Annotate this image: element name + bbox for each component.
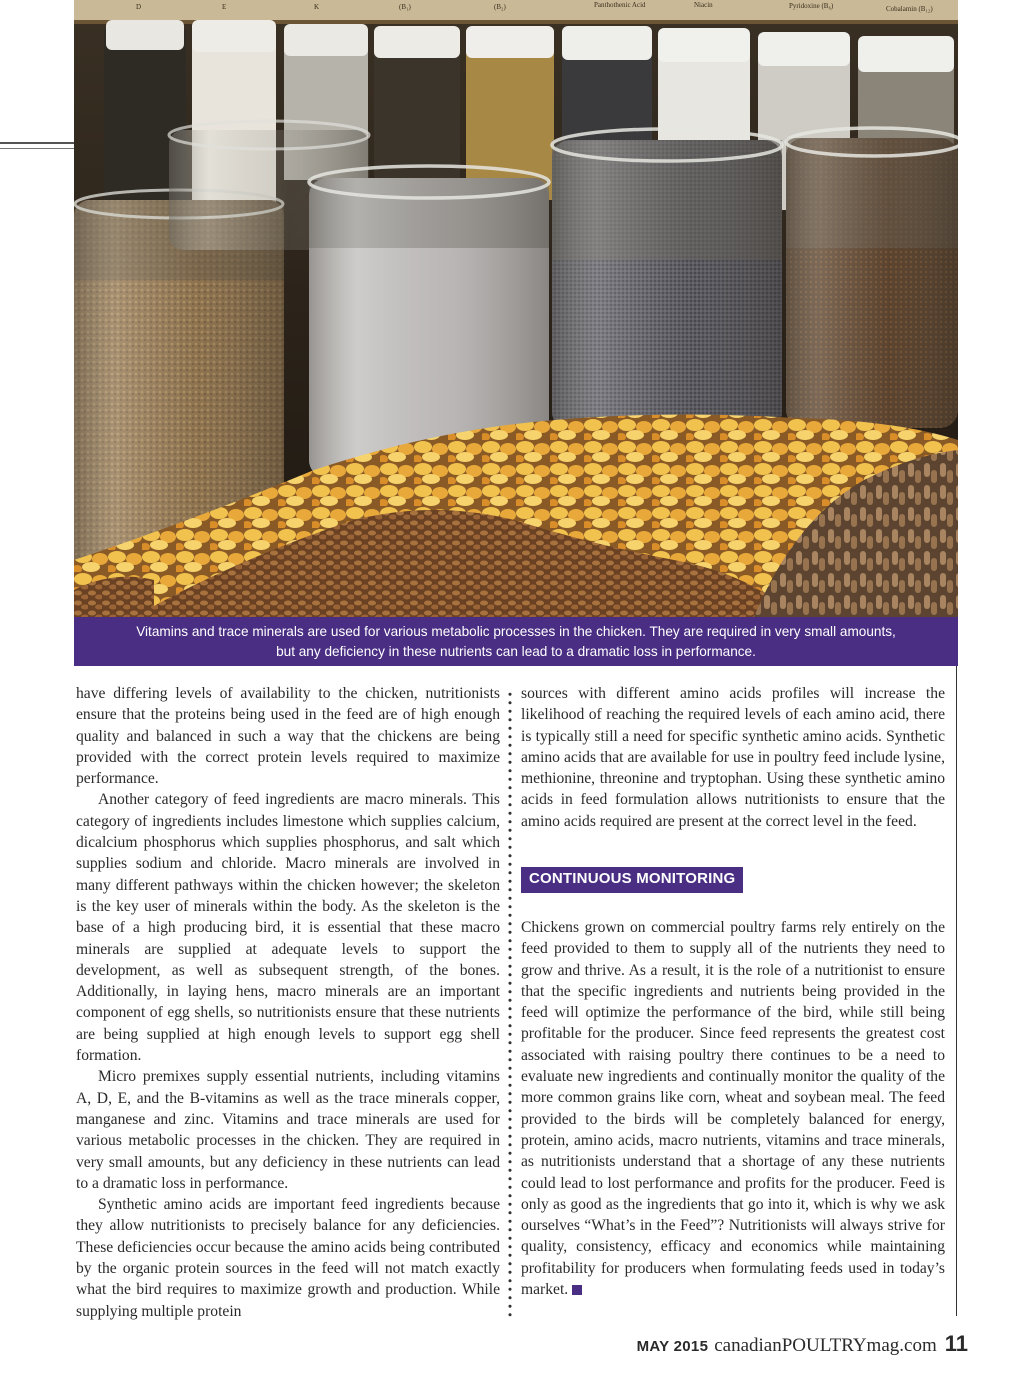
right-column-top bbox=[521, 683, 945, 832]
decorative-rule bbox=[0, 142, 74, 144]
paragraph: sources with different amino acids profiles will increase the likelihood of reaching the required levels of each amino acid, there is typically still a need for specific synthetic amino acids. Synthetic amino acids that are available for use in poultry feed include lysine, methionine, threonine and tryptophan. Using these synthetic amino acids in feed formulation allows nutritionists to ensure that the amino acids required are present at the correct level in the feed. bbox=[521, 685, 945, 830]
paragraph: have differing levels of availability to the chicken, nutritionists ensure that the proteins being used in the feed are of high enough quality and balanced in such a way that the chickens are being provided with the correct protein levels required to maximize performance. bbox=[76, 685, 500, 788]
magazine-site: canadianPOULTRYmag.com bbox=[714, 1335, 937, 1356]
shelf-label: Niacin bbox=[694, 1, 713, 9]
end-mark-icon bbox=[572, 1285, 582, 1295]
caption-line: Vitamins and trace minerals are used for various metabolic processes in the chicken. They are required in very small amounts, bbox=[136, 624, 896, 639]
shelf-label: E bbox=[222, 3, 227, 11]
section-heading: CONTINUOUS MONITORING bbox=[521, 867, 743, 893]
page-number: 11 bbox=[944, 1331, 968, 1356]
shelf-label: (B₂) bbox=[494, 3, 506, 11]
column-divider bbox=[508, 690, 512, 1320]
left-column bbox=[76, 683, 500, 1322]
paragraph: Chickens grown on commercial poultry farms rely entirely on the feed provided to them to supply all of the nutrients they need to grow and thrive. As a result, it is the role of a nutritionist to ensure that the specific ingredients and nutrients being provided in the feed will optimize the performance of the bird, while still being profitable for the producer. Since feed represents the greatest cost associated with raising poultry there continues to be a need to evaluate new ingredients and continually monitor the quality of the more common grains like corn, wheat and soybean meal. The feed provided to the birds will be completely balanced for energy, protein, amino acids, macro nutrients, vitamins and trace minerals, as nutritionists understand that a shortage of any these nutrients could lead to lost performance and profits for the producer. Feed is only as good as the ingredients that go into it, which is why we ask ourselves “What’s in the Feed”? Nutritionists will always strive for quality, consistency, efficacy and economics while maintaining profitability for producers when formulating feeds used in today’s market. bbox=[521, 919, 945, 1299]
paragraph: Micro premixes supply essential nutrients, including vitamins A, D, E, and the B-vitamins as well as the trace minerals copper, manganese and zinc. Vitamins and trace minerals are used for various metabolic processes in the chicken. They are required in very small amounts, but any deficiency in these nutrients can lead to a dramatic loss in performance. bbox=[76, 1068, 500, 1192]
photo-caption bbox=[74, 617, 958, 666]
paragraph: Another category of feed ingredients are macro minerals. This category of ingredients includes limestone which supplies calcium, dicalcium phosphorus which supplies phosphorus, and salt which supplies sodium and chloride. Macro minerals are involved in many different pathways within the chicken however; the skeleton is the key user of minerals within the body. As the skeleton is the base of a high producing bird, it is essential that these macro minerals are supplied at adequate levels to support the development, as well as subsequent strength, of the bones. Additionally, in laying hens, macro minerals are an important component of egg shells, so nutritionists ensure that these nutrients are being supplied at high enough levels to support egg shell formation. bbox=[76, 791, 500, 1065]
caption-line: but any deficiency in these nutrients can lead to a dramatic loss in performance. bbox=[276, 644, 756, 659]
shelf-label: Pyridoxine (B₆) bbox=[789, 2, 834, 10]
shelf-label: (B₁) bbox=[399, 3, 411, 11]
decorative-rule bbox=[0, 148, 74, 149]
shelf-label: K bbox=[314, 3, 320, 11]
right-column-bottom bbox=[521, 917, 945, 1300]
paragraph: Synthetic amino acids are important feed ingredients because they allow nutritionists to precisely balance for any deficiencies. These deficiencies occur because the amino acids being contributed by the organic protein sources in the feed will not match exactly what the bird requires to maximize growth and production. While supplying multiple protein bbox=[76, 1196, 500, 1320]
page-rule bbox=[956, 666, 957, 1316]
issue-date: MAY 2015 bbox=[636, 1338, 709, 1355]
page-footer bbox=[637, 1331, 968, 1357]
shelf-label: Panthothenic Acid bbox=[594, 1, 646, 9]
shelf-label: Cobalamin (B₁₂) bbox=[886, 5, 933, 13]
feed-ingredients-photo bbox=[74, 0, 958, 617]
shelf-label: D bbox=[136, 3, 142, 11]
